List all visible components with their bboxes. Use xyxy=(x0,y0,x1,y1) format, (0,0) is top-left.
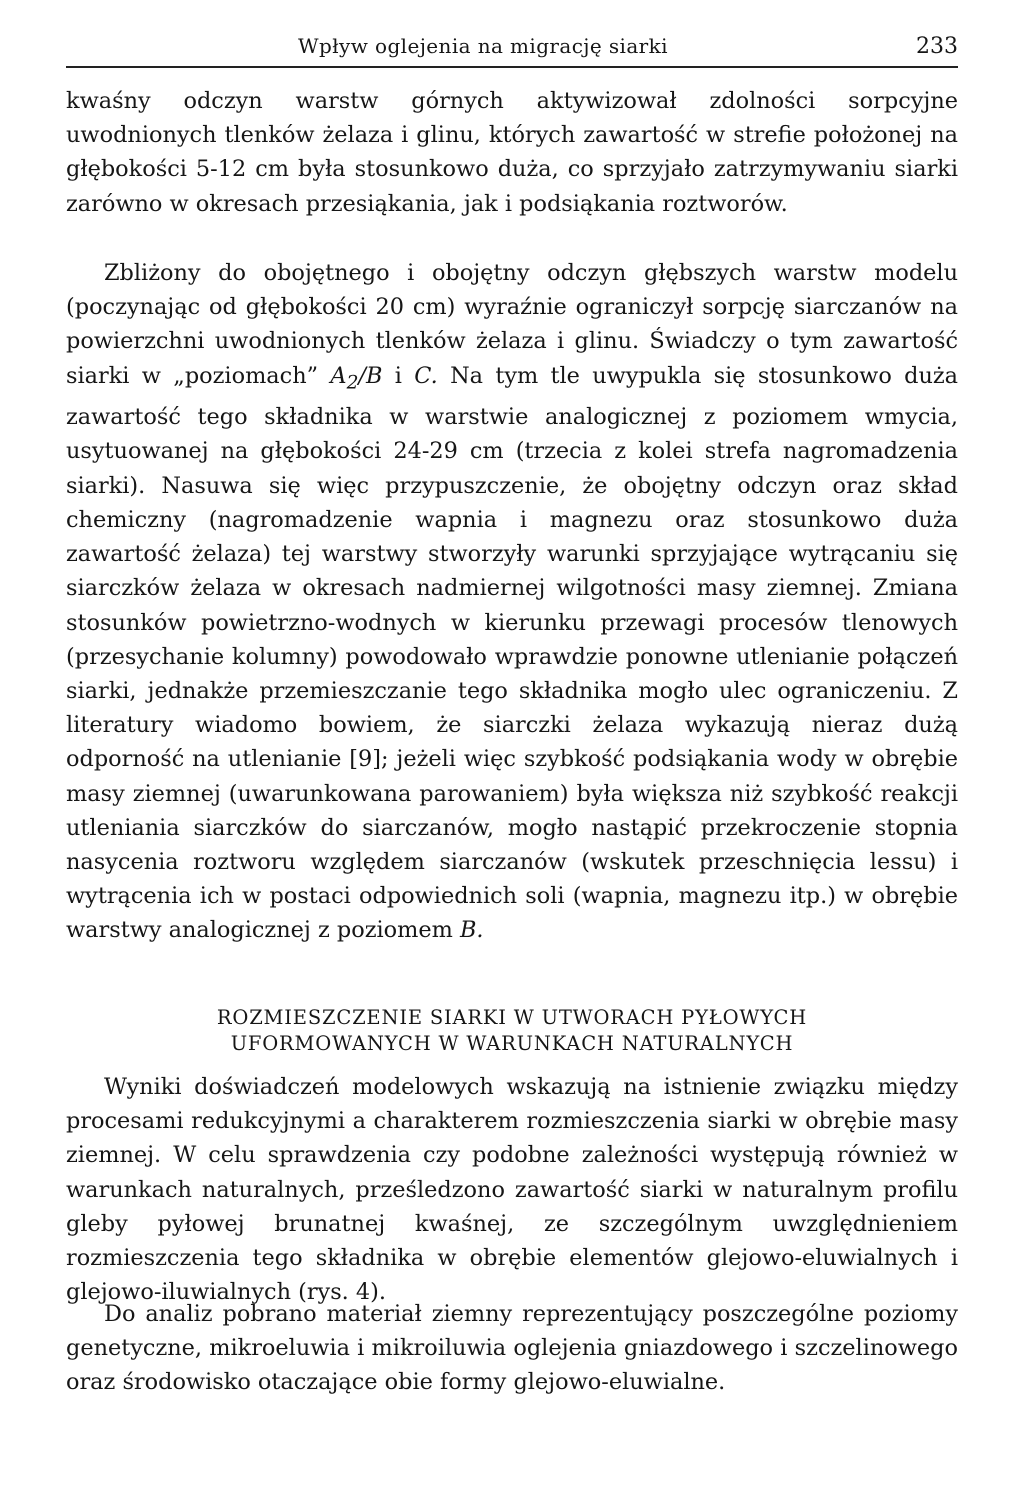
section-heading-line-1: ROZMIESZCZENIE SIARKI W UTWORACH PYŁOWYCH xyxy=(216,1006,808,1029)
horizon-a-subscript: 2 xyxy=(346,372,359,394)
horizon-b-letter: /B xyxy=(358,362,383,389)
horizon-b-label: B. xyxy=(459,917,484,944)
horizon-a-letter: A xyxy=(330,362,347,389)
paragraph-sampling xyxy=(66,1297,958,1400)
paragraph-neutral-reaction xyxy=(66,256,958,948)
running-title: Wpływ oglejenia na migrację siarki xyxy=(298,34,668,58)
paragraph-model-results xyxy=(66,1070,958,1309)
horizon-a2b-label xyxy=(330,362,383,394)
paragraph-text xyxy=(66,256,958,948)
paragraph-continued xyxy=(66,84,958,221)
section-heading xyxy=(66,1005,958,1057)
paragraph-text-part: Zbliżony do obojętnego i obojętny odczyn głębszych warstw modelu (poczynając od głębokości 20 cm) wyraźnie ograniczył sorpcję siarczanów na powierzchni uwodnionych tlenków żelaza i glinu. Świadczy o tym zawartość siarki w „poziomach” xyxy=(66,260,958,389)
paragraph-text: Wyniki doświadczeń modelowych wskazują na istnienie związku między procesami redukcyjnymi a charakterem rozmieszczenia siarki w obrębie masy ziemnej. W celu sprawdzenia czy podobne zależności występują również w warunkach naturalnych, prześledzono zawartość siarki w naturalnym profilu gleby pyłowej brunatnej kwaśnej, ze szczególnym uwzględnieniem rozmieszczenia tego składnika w obrębie elementów glejowo-eluwialnych i glejowo-iluwialnych (rys. 4). xyxy=(66,1074,958,1306)
paragraph-text: kwaśny odczyn warstw górnych aktywizował zdolności sorpcyjne uwodnionych tlenków żelaza i glinu, których zawartość w strefie położonej na głębokości 5-12 cm była stosunkowo duża, co sprzyjało zatrzymywaniu siarki zarówno w okresach przesiąkania, jak i podsiąkania roztworów. xyxy=(66,88,958,217)
paragraph-text-part: Na tym tle uwypukla się stosunkowo duża zawartość tego składnika w warstwie analogicznej z poziomem wmycia, usytuowanej na głębokości 24-29 cm (trzecia z kolei strefa nagromadzenia siarki). Nasuwa się więc przypuszczenie, że obojętny odczyn oraz skład chemiczny (nagromadzenie wapnia i magnezu oraz stosunkowo duża zawartość żelaza) tej warstwy stworzyły warunki sprzyjające wytrącaniu się siarczków żelaza w okresach nadmiernej wilgotności masy ziemnej. Zmiana stosunków powietrzno-wodnych w kierunku przewagi procesów tlenowych (przesychanie kolumny) powodowało wprawdzie ponowne utlenianie połączeń siarki, jednakże przemieszczanie tego składnika mogło ulec ograniczeniu. Z literatury wiadomo bowiem, że siarczki żelaza wykazują nieraz dużą odporność na utlenianie [9]; jeżeli więc szybkość podsiąkania wody w obrębie masy ziemnej (uwarunkowana parowaniem) była większa niż szybkość reakcji utleniania siarczków do siarczanów, mogło nastąpić przekroczenie stopnia nasycenia roztworu względem siarczanów (wskutek przeschnięcia lessu) i wytrącenia ich w postaci odpowiednich soli (wapnia, magnezu itp.) w obrębie warstwy analogicznej z poziomem xyxy=(66,362,959,944)
paragraph-text: Do analiz pobrano materiał ziemny reprezentujący poszczególne poziomy genetyczne, mikroeluwia i mikroiluwia oglejenia gniazdowego i szczelinowego oraz środowisko otaczające obie formy glejowo-eluwialne. xyxy=(66,1301,958,1396)
horizon-c-label: C. xyxy=(414,362,438,389)
page-number: 233 xyxy=(916,34,958,59)
conjunction: i xyxy=(394,362,402,389)
running-header xyxy=(66,30,958,68)
section-heading-line-2: UFORMOWANYCH W WARUNKACH NATURALNYCH xyxy=(230,1032,794,1055)
